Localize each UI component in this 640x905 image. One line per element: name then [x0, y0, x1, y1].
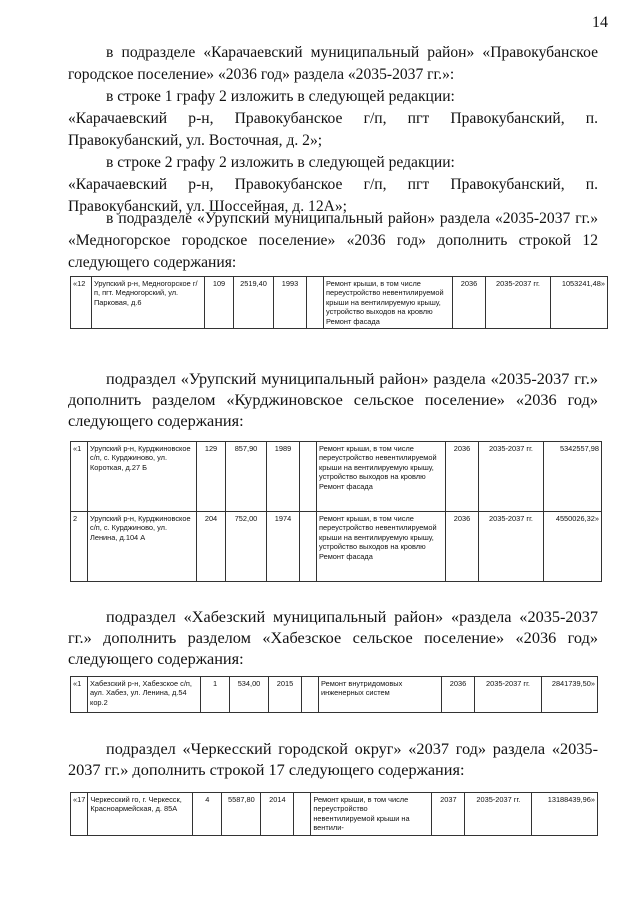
paragraph-karachaevsky-intro: в подразделе «Карачаевский муниципальный район» «Правокубанское городское поселение» «2036 год» раздела «2035-2037 гг.»:: [68, 44, 598, 83]
cell-work: [317, 512, 446, 582]
cell-period: 2035-2037 гг.: [479, 442, 544, 512]
cell-area: 857,90: [226, 442, 267, 512]
cell-cost: 1053241,48»: [551, 277, 608, 329]
cell-cost: 4550026,32»: [544, 512, 602, 582]
cell-number: 2: [71, 512, 88, 582]
cell-year: 1989: [267, 442, 300, 512]
work-roof: Ремонт крыши, в том числе переустройство невентилируемой крыши на вентилируемую крышу, устройство выходов на кровлю: [326, 279, 444, 317]
work-facade: Ремонт фасада: [319, 551, 373, 561]
cell-work: Ремонт внутридомовых инженерных систем: [319, 677, 442, 713]
cell-plan-year: 2036: [442, 677, 475, 713]
paragraph-urupsky-kurdzhinovskoe: подраздел «Урупский муниципальный район» раздела «2035-2037 гг.» дополнить разделом «Курджиновское сельское поселение» «2036 год» следующего содержания:: [68, 369, 598, 430]
cell-year: 2014: [261, 793, 294, 836]
cell-work: Ремонт крыши, в том числе переустройство невентилируемой крыши на вентили-: [311, 793, 432, 836]
cell-code: 1: [201, 677, 230, 713]
table-khabezskoe: [70, 676, 598, 713]
cell-cost: 5342557,98: [544, 442, 602, 512]
cell-address: Урупский р-н, Курджиновское с/п, с. Курджиново, ул. Короткая, д.27 Б: [88, 442, 197, 512]
cell-code: 129: [197, 442, 226, 512]
cell-period: 2035-2037 гг.: [486, 277, 551, 329]
cell-cost: 2841739,50»: [542, 677, 598, 713]
paragraph-row1-instruction: в строке 1 графу 2 изложить в следующей редакции:: [106, 88, 455, 105]
work-facade: Ремонт фасада: [319, 481, 373, 491]
cell-area: 534,00: [230, 677, 269, 713]
cell-plan-year: 2036: [446, 442, 479, 512]
cell-area: 5587,80: [222, 793, 261, 836]
table-cherkessky: [70, 792, 598, 836]
cell-number: «17: [71, 793, 88, 836]
cell-code: 204: [197, 512, 226, 582]
cell-code: 109: [205, 277, 234, 329]
cell-empty: [300, 442, 317, 512]
page-number: 14: [592, 14, 608, 31]
paragraph-khabezsky: подраздел «Хабезский муниципальный район» «раздела «2035-2037 гг.» дополнить разделом «Хабезское сельское поселение» «2036 год» следующего содержания:: [68, 607, 598, 668]
cell-year: 1993: [274, 277, 307, 329]
cell-number: «1: [71, 677, 88, 713]
paragraph-row2-instruction: в строке 2 графу 2 изложить в следующей редакции:: [106, 154, 455, 171]
cell-address: Урупский р-н, Курджиновское с/п, с. Курджиново, ул. Ленина, д.104 А: [88, 512, 197, 582]
cell-year: 2015: [269, 677, 302, 713]
cell-empty: [294, 793, 311, 836]
cell-address: Урупский р-н, Медногорское г/п, пгт. Медногорский, ул. Парковая, д.6: [92, 277, 205, 329]
work-roof: Ремонт крыши, в том числе переустройство невентилируемой крыши на вентилируемую крышу, устройство выходов на кровлю: [319, 514, 437, 552]
table-row: [71, 677, 598, 713]
paragraph-urupsky-mednogorskoe: в подразделе «Урупский муниципальный район» раздела «2035-2037 гг.» «Медногорское городское поселение» «2036 год» дополнить строкой 12 следующего содержания:: [68, 210, 598, 271]
cell-period: 2035-2037 гг.: [465, 793, 532, 836]
cell-number: «1: [71, 442, 88, 512]
table-row: [71, 793, 598, 836]
paragraph-row2-address: «Карачаевский р-н, Правокубанское г/п, пгт Правокубанский, п. Правокубанский, ул. Шоссейная, д. 12А»;: [68, 176, 598, 215]
cell-work: [317, 442, 446, 512]
cell-empty: [300, 512, 317, 582]
table-row: [71, 442, 602, 512]
work-roof: Ремонт крыши, в том числе переустройство невентилируемой крыши на вентилируемую крышу, устройство выходов на кровлю: [319, 444, 437, 482]
cell-empty: [302, 677, 319, 713]
paragraph-row1-address: «Карачаевский р-н, Правокубанское г/п, пгт Правокубанский, п. Правокубанский, ул. Восточная, д. 2»;: [68, 110, 598, 149]
table-mednogorskoe: [70, 276, 608, 329]
cell-empty: [307, 277, 324, 329]
cell-number: «12: [71, 277, 92, 329]
cell-code: 4: [193, 793, 222, 836]
cell-year: 1974: [267, 512, 300, 582]
cell-period: 2035-2037 гг.: [479, 512, 544, 582]
cell-address: Черкесский го, г. Черкесск, Красноармейская, д. 85А: [88, 793, 193, 836]
cell-plan-year: 2036: [453, 277, 486, 329]
cell-work: [324, 277, 453, 329]
cell-plan-year: 2037: [432, 793, 465, 836]
cell-area: 752,00: [226, 512, 267, 582]
work-facade: Ремонт фасада: [326, 316, 380, 326]
table-row: [71, 277, 608, 329]
cell-area: 2519,40: [234, 277, 274, 329]
cell-address: Хабезский р-н, Хабезское с/п, аул. Хабез, ул. Ленина, д.54 кор.2: [88, 677, 201, 713]
paragraph-cherkessky: подраздел «Черкесский городской округ» «2037 год» раздела «2035-2037 гг.» дополнить строкой 17 следующего содержания:: [68, 739, 598, 779]
table-kurdzhinovskoe: [70, 441, 602, 582]
cell-cost: 13188439,96»: [532, 793, 598, 836]
cell-period: 2035-2037 гг.: [475, 677, 542, 713]
table-row: [71, 512, 602, 582]
cell-plan-year: 2036: [446, 512, 479, 582]
